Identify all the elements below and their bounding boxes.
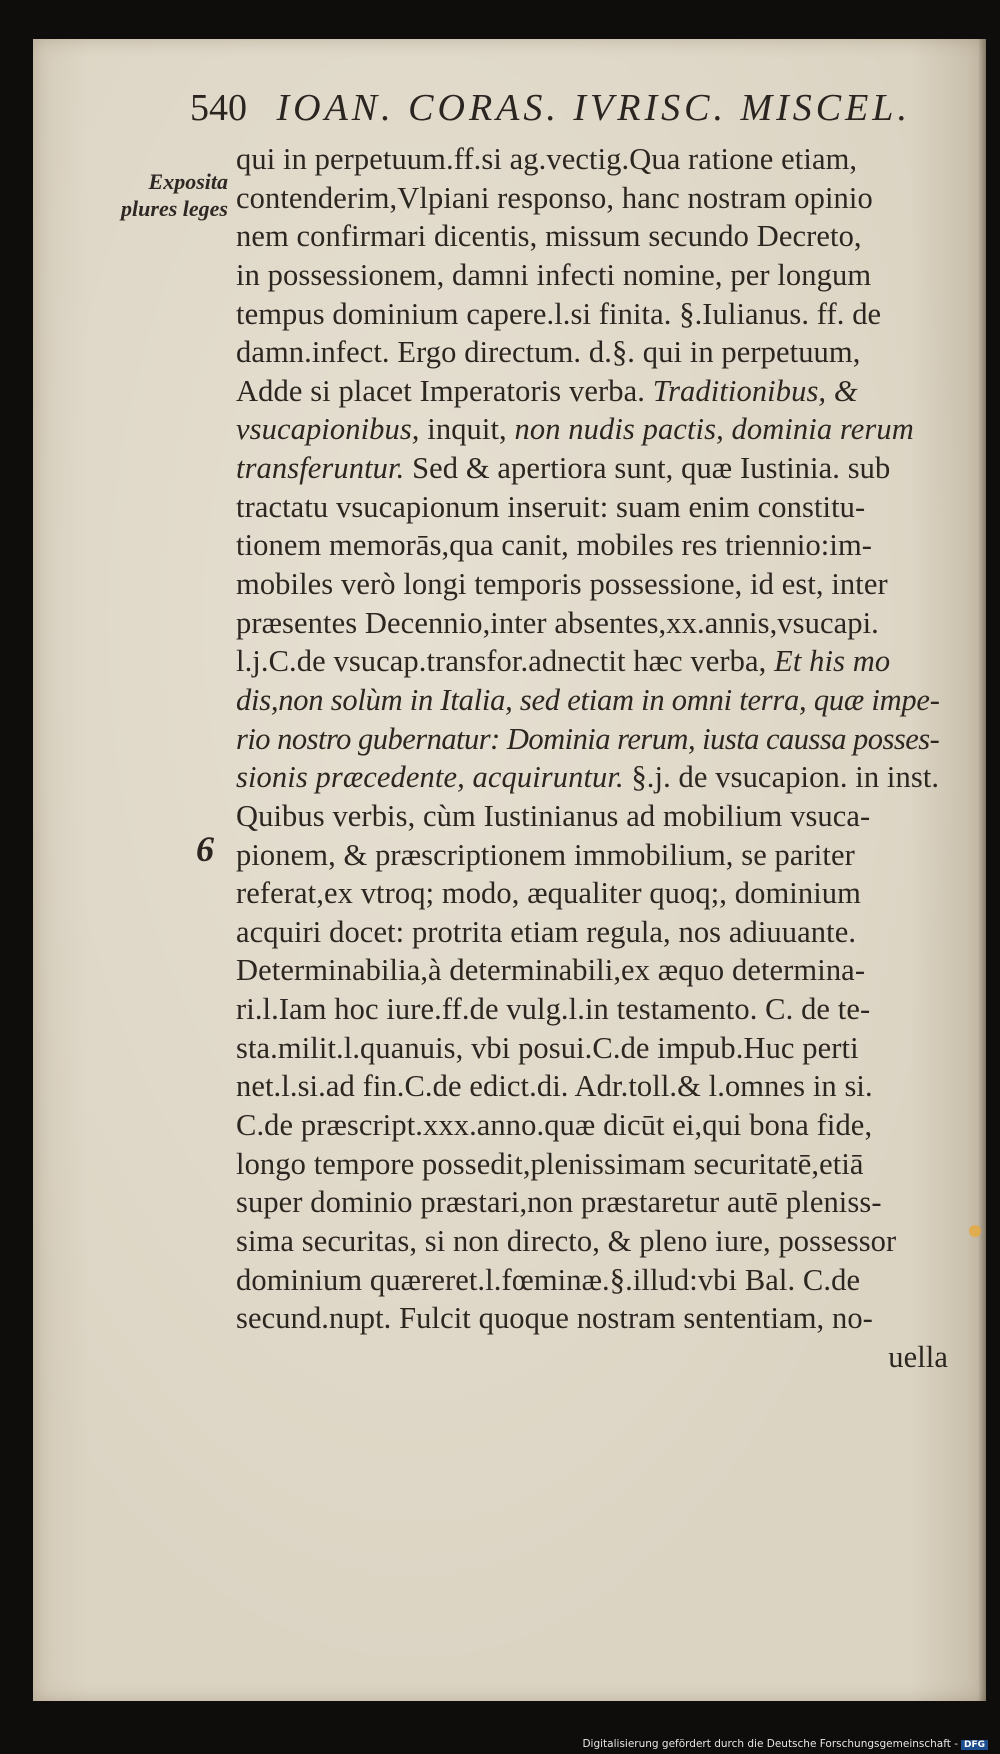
text-line [236, 681, 948, 720]
text-line: C.de præscript.xxx.anno.quæ dicūt ei,qui bona fide, [236, 1108, 873, 1143]
scan-credit [582, 1738, 988, 1750]
text-line: secund.nupt. Fulcit quoque nostram sententiam, no- [236, 1301, 873, 1336]
scan-credit-text: Digitalisierung gefördert durch die Deutsche Forschungsgemeinschaft - [582, 1738, 958, 1750]
italic-quote: Et his mo [774, 644, 891, 679]
dfg-logo: DFG [961, 1740, 988, 1750]
marginal-note [98, 168, 228, 222]
text-line: longo tempore possedit,plenissimam securitatē,etiā [236, 1146, 864, 1181]
text-line: sta.milit.l.quanuis, vbi posui.C.de impub.Huc perti [236, 1030, 859, 1065]
italic-quote: transferuntur. [236, 451, 405, 486]
text-line: referat,ex vtroq; modo, æqualiter quoq;, dominium [236, 876, 861, 911]
text-line: Determinabilia,à determinabili,ex æquo determina- [236, 953, 866, 988]
text-line: vsucapionibus, inquit, non nudis pactis, dominia rerum [236, 412, 914, 447]
running-head [190, 86, 911, 130]
text-line: tionem memorās,qua canit, mobiles res triennio:im- [236, 528, 873, 563]
text-line: Adde si placet Imperatoris verba. Traditionibus, & [236, 373, 858, 408]
text-line: pionem, & præscriptionem immobilium, se pariter [236, 837, 855, 872]
italic-quote: dis,non solùm in Italia, sed etiam in omni terra, quæ impe- [236, 682, 940, 717]
text-line: sima securitas, si non directo, & pleno iure, possessor [236, 1223, 897, 1258]
italic-quote: Traditionibus, & [652, 373, 858, 408]
marginal-note-line-1: Exposita [148, 169, 228, 194]
text-line: sionis præcedente, acquiruntur. §.j. de vsucapion. in inst. [236, 760, 940, 795]
text-line: dominium quæreret.l.fœminæ.§.illud:vbi Bal. C.de [236, 1262, 861, 1297]
text-line: qui in perpetuum.ff.si ag.vectig.Qua ratione etiam, [236, 142, 858, 176]
text-line: nem confirmari dicentis, missum secundo Decreto, [236, 219, 862, 254]
text-line: tractatu vsucapionum inseruit: suam enim constitu- [236, 489, 866, 524]
running-head-title: IOAN. CORAS. IVRISC. MISCEL. [276, 87, 911, 129]
italic-quote: sionis præcedente, acquiruntur. [236, 760, 624, 795]
catchword: uella [888, 1339, 948, 1374]
italic-quote: non nudis pactis, dominia rerum [514, 412, 914, 447]
text-line: l.j.C.de vsucap.transfor.adnectit hæc verba, Et his mo [236, 644, 891, 679]
text-line: tempus dominium capere.l.si finita. §.Iulianus. ff. de [236, 296, 882, 331]
text-line [236, 720, 948, 759]
section-number: 6 [196, 829, 214, 869]
italic-quote: vsucapionibus, [236, 412, 420, 447]
text-line: super dominio præstari,non præstaretur autē pleniss- [236, 1185, 882, 1220]
text-line: ri.l.Iam hoc iure.ff.de vulg.l.in testamento. C. de te- [236, 992, 871, 1027]
text-line: in possessionem, damni infecti nomine, per longum [236, 257, 872, 292]
text-line: damn.infect. Ergo directum. d.§. qui in perpetuum, [236, 335, 861, 370]
italic-quote: rio nostro gubernatur: Dominia rerum, iusta caussa posses- [236, 721, 940, 756]
page-edge-shadow [978, 39, 986, 1701]
body-text [236, 140, 948, 1377]
marginal-note-line-2: plures leges [121, 196, 228, 221]
bookmark-marker [969, 1225, 981, 1237]
text-line: præsentes Decennio,inter absentes,xx.annis,vsucapi. [236, 605, 879, 640]
text-line: acquiri docet: protrita etiam regula, nos adiuuante. [236, 914, 857, 949]
page-number: 540 [190, 87, 247, 129]
text-line: Quibus verbis, cùm Iustinianus ad mobilium vsuca- [236, 798, 871, 833]
text-line: transferuntur. Sed & apertiora sunt, quæ Iustinia. sub [236, 451, 891, 486]
text-line: net.l.si.ad fin.C.de edict.di. Adr.toll.& l.omnes in si. [236, 1069, 873, 1104]
text-line: mobiles verò longi temporis possessione, id est, inter [236, 567, 888, 602]
text-line: contenderim,Vlpiani responso, hanc nostram opinio [236, 180, 873, 215]
